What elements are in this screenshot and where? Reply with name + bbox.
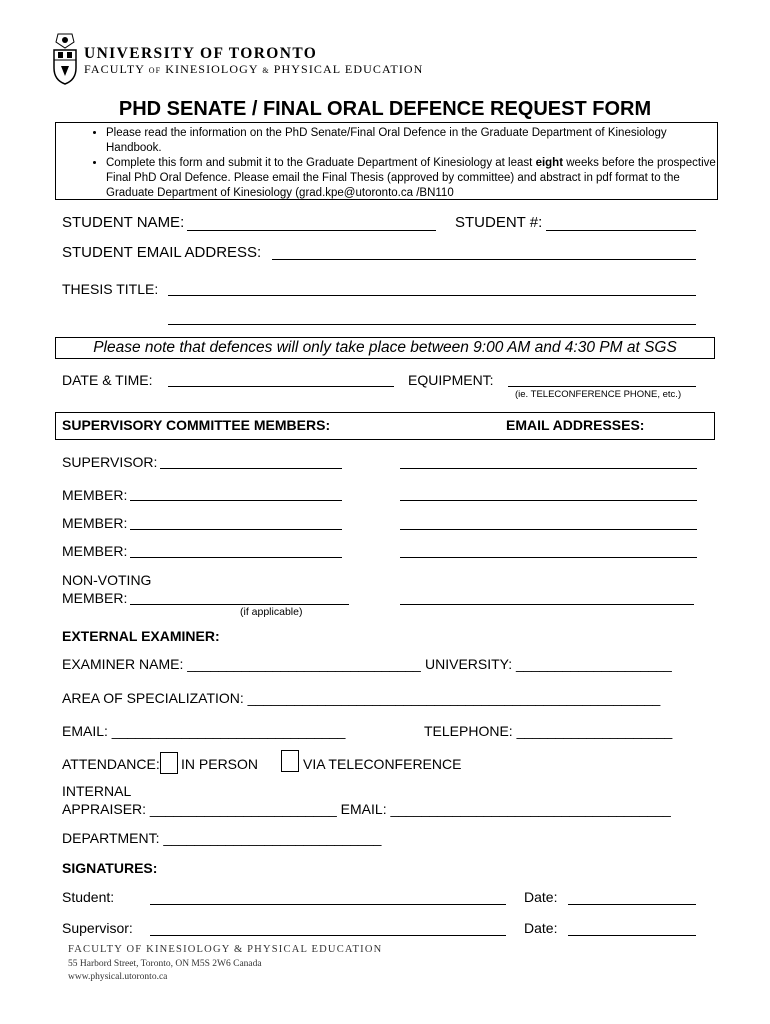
supervisor-date-field[interactable] — [568, 935, 696, 936]
equipment-label: EQUIPMENT: — [408, 372, 494, 388]
if-applicable-note: (if applicable) — [240, 606, 303, 618]
university-name: UNIVERSITY OF TORONTO — [84, 45, 318, 62]
instruction-item: • Please read the information on the PhD Senate/Final Oral Defence in the Graduate Department of Kinesiology Handbook. — [106, 126, 717, 156]
member-email-field[interactable] — [400, 500, 697, 501]
email-addresses-heading: EMAIL ADDRESSES: — [506, 417, 645, 433]
non-voting-label: NON-VOTING — [62, 572, 152, 588]
examiner-email-field[interactable]: EMAIL: ______________________________ — [62, 723, 346, 739]
thesis-title-field[interactable] — [168, 295, 696, 296]
student-email-label: STUDENT EMAIL ADDRESS: — [62, 244, 262, 261]
examiner-name-field[interactable]: EXAMINER NAME: ______________________________ — [62, 656, 421, 672]
area-of-specialization-field[interactable]: AREA OF SPECIALIZATION: _____________________________________________________ — [62, 690, 661, 706]
student-signature-field[interactable] — [150, 904, 506, 905]
footer-faculty: FACULTY OF KINESIOLOGY & PHYSICAL EDUCATION — [68, 944, 383, 955]
student-date-label: Date: — [524, 889, 558, 905]
telephone-field[interactable]: TELEPHONE: ____________________ — [424, 723, 673, 739]
instructions-box — [55, 122, 718, 200]
equipment-field[interactable] — [508, 386, 696, 387]
via-teleconference-label: VIA TELECONFERENCE — [303, 756, 462, 772]
date-time-label: DATE & TIME: — [62, 372, 153, 388]
thesis-title-field-line2[interactable] — [168, 324, 696, 325]
faculty-name: FACULTY OF KINESIOLOGY & PHYSICAL EDUCATION — [84, 62, 424, 76]
student-name-label: STUDENT NAME: — [62, 214, 185, 231]
signatures-heading: SIGNATURES: — [62, 860, 158, 876]
member-email-field[interactable] — [400, 557, 697, 558]
member-email-field[interactable] — [400, 529, 697, 530]
student-name-field[interactable] — [187, 230, 436, 231]
sgs-time-notice: Please note that defences will only take place between 9:00 AM and 4:30 PM at SGS — [55, 337, 715, 359]
supervisor-signature-field[interactable] — [150, 935, 506, 936]
thesis-title-label: THESIS TITLE: — [62, 281, 159, 297]
footer-website: www.physical.utoronto.ca — [68, 972, 168, 982]
supervisor-email-field[interactable] — [400, 468, 697, 469]
in-person-checkbox[interactable] — [160, 752, 178, 774]
internal-label: INTERNAL — [62, 783, 132, 799]
university-field[interactable]: UNIVERSITY: ____________________ — [425, 656, 672, 672]
non-voting-name-field[interactable] — [130, 604, 349, 605]
attendance-label: ATTENDANCE: — [62, 756, 160, 772]
member-name-field[interactable] — [130, 557, 342, 558]
form-title: PHD SENATE / FINAL ORAL DEFENCE REQUEST FORM — [118, 98, 652, 120]
external-examiner-heading: EXTERNAL EXAMINER: — [62, 628, 220, 644]
date-time-field[interactable] — [168, 386, 394, 387]
university-crest-icon — [52, 32, 78, 86]
student-date-field[interactable] — [568, 904, 696, 905]
internal-appraiser-field[interactable]: APPRAISER: ________________________ EMAIL: ____________________________________ — [62, 801, 671, 817]
member-name-field[interactable] — [130, 500, 342, 501]
student-number-label: STUDENT #: — [455, 214, 543, 231]
via-teleconference-checkbox[interactable] — [281, 750, 299, 772]
supervisor-name-field[interactable] — [160, 468, 342, 469]
in-person-label: IN PERSON — [181, 756, 259, 772]
supervisor-label: SUPERVISOR: — [62, 454, 158, 470]
supervisor-signature-label: Supervisor: — [62, 920, 133, 936]
member-label: MEMBER: — [62, 543, 128, 559]
member-label: MEMBER: — [62, 515, 128, 531]
member-label: MEMBER: — [62, 487, 128, 503]
student-number-field[interactable] — [546, 230, 696, 231]
supervisor-date-label: Date: — [524, 920, 558, 936]
instruction-item: • Complete this form and submit it to the Graduate Department of Kinesiology at least eight weeks before the prospective Final PhD Oral Defence. Please email the Final Thesis (approved by committee) and abstract in pdf format to the Graduate Department of Kinesiology (grad.kpe@utoronto.ca /BN110 — [106, 156, 717, 201]
department-field[interactable]: DEPARTMENT: ____________________________ — [62, 830, 382, 846]
student-email-field[interactable] — [272, 259, 696, 260]
non-voting-member-label: MEMBER: — [62, 590, 128, 606]
student-signature-label: Student: — [62, 889, 115, 905]
committee-members-heading: SUPERVISORY COMMITTEE MEMBERS: — [62, 417, 331, 433]
non-voting-email-field[interactable] — [400, 604, 694, 605]
member-name-field[interactable] — [130, 529, 342, 530]
footer-address: 55 Harbord Street, Toronto, ON M5S 2W6 Canada — [68, 959, 262, 969]
equipment-note: (ie. TELECONFERENCE PHONE, etc.) — [515, 389, 682, 400]
